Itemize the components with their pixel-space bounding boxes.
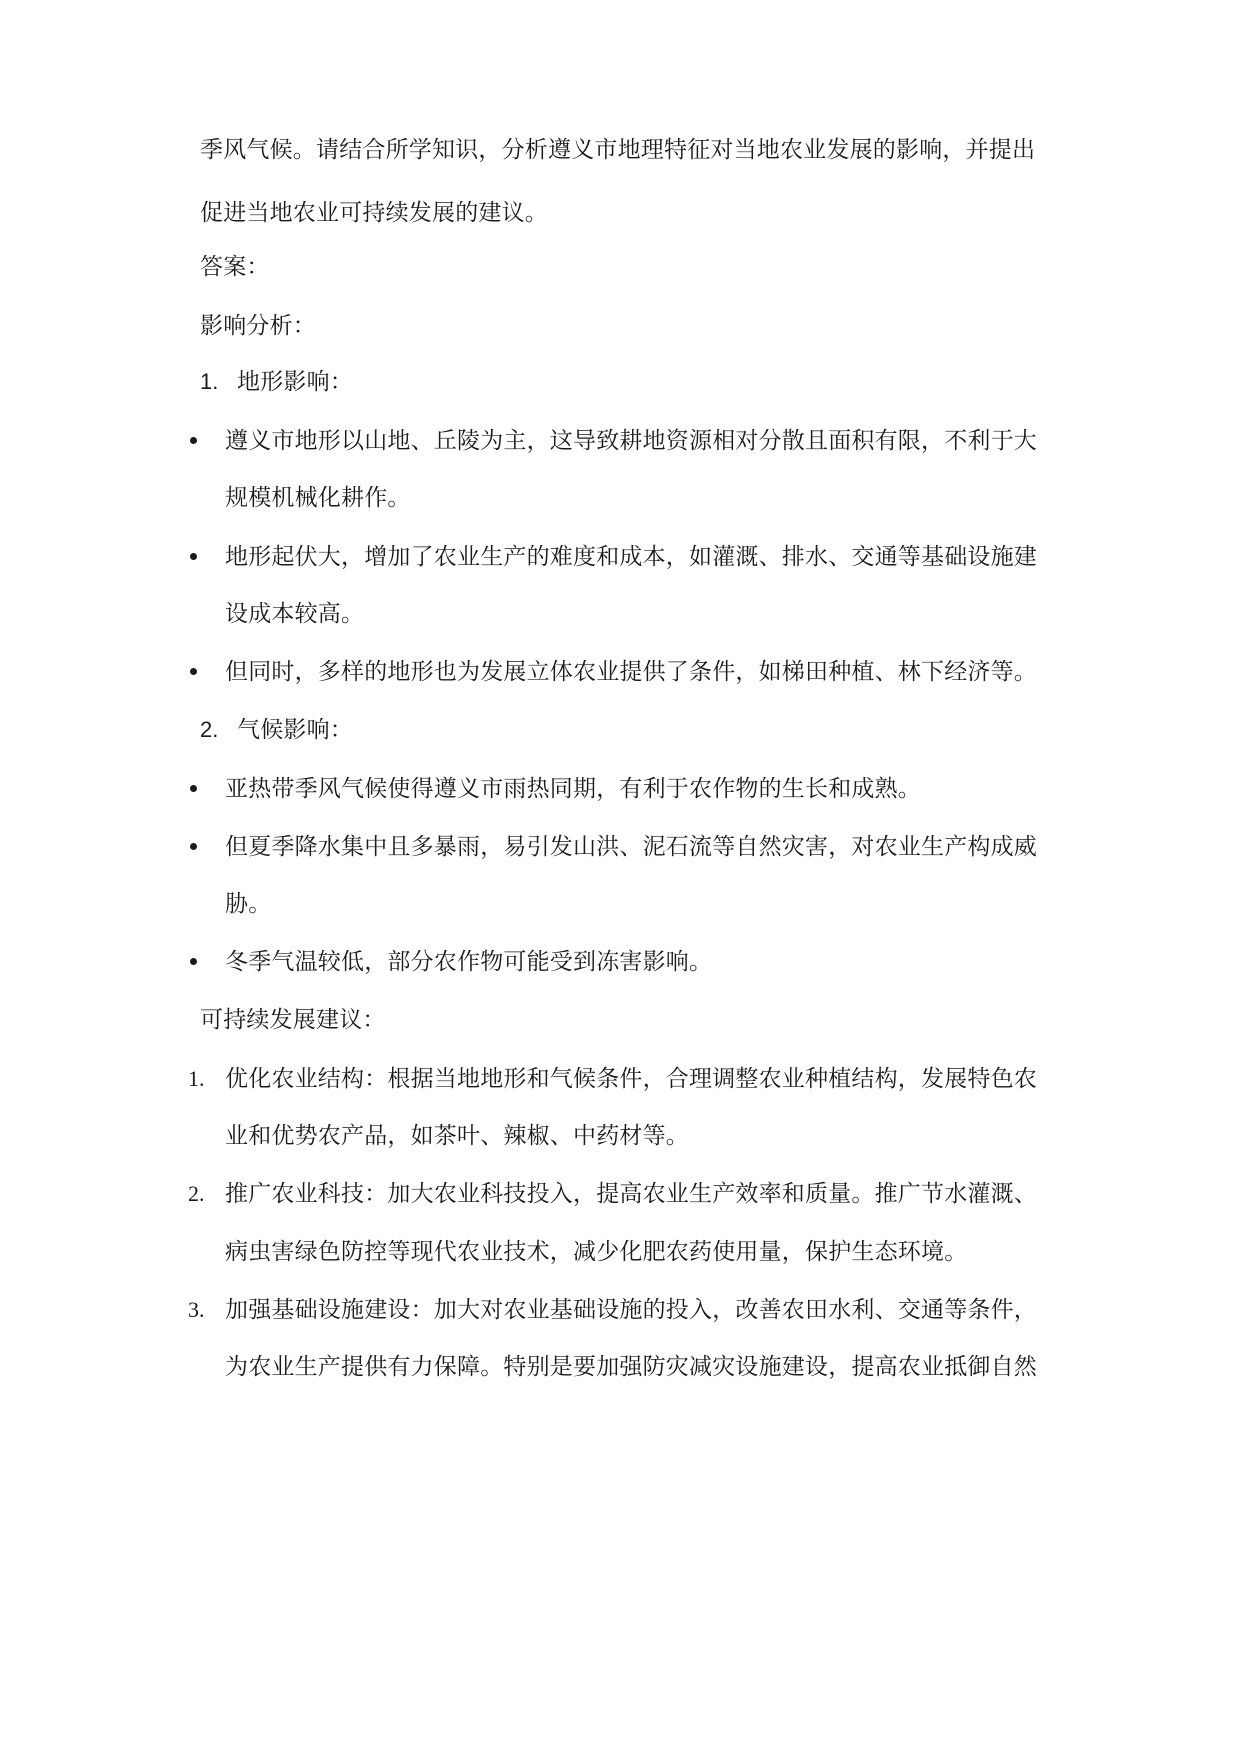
impact-heading: 影响分析：: [200, 313, 316, 339]
terrain-point-1: 遵义市地形以山地、丘陵为主，这导致耕地资源相对分散且面积有限，不利于大: [225, 428, 1037, 454]
question-line-1: 季风气候。请结合所学知识，分析遵义市地理特征对当地农业发展的影响，并提出: [200, 137, 1036, 163]
terrain-point-2-cont: 设成本较高。: [225, 601, 365, 627]
bullet-icon: [190, 668, 197, 675]
suggestion-3-number: 3.: [188, 1297, 205, 1322]
climate-point-1: 亚热带季风气候使得遵义市雨热同期，有利于农作物的生长和成熟。: [225, 776, 921, 802]
terrain-point-2: 地形起伏大，增加了农业生产的难度和成本，如灌溉、排水、交通等基础设施建: [225, 544, 1037, 570]
suggestion-1: 优化农业结构：根据当地地形和气候条件，合理调整农业种植结构，发展特色农: [225, 1066, 1037, 1092]
bullet-icon: [190, 843, 197, 850]
answer-label: 答案：: [200, 254, 270, 280]
suggestion-2-cont: 病虫害绿色防控等现代农业技术，减少化肥农药使用量，保护生态环境。: [225, 1239, 968, 1265]
climate-point-2: 但夏季降水集中且多暴雨，易引发山洪、泥石流等自然灾害，对农业生产构成威: [225, 834, 1037, 860]
terrain-point-3: 但同时，多样的地形也为发展立体农业提供了条件，如梯田种植、林下经济等。: [225, 659, 1037, 685]
bullet-icon: [190, 785, 197, 792]
suggestion-3: 加强基础设施建设：加大对农业基础设施的投入，改善农田水利、交通等条件，: [225, 1297, 1037, 1323]
bullet-icon: [190, 958, 197, 965]
suggestion-1-cont: 业和优势农产品，如茶叶、辣椒、中药材等。: [225, 1123, 689, 1149]
suggestion-2: 推广农业科技：加大农业科技投入，提高农业生产效率和质量。推广节水灌溉、: [225, 1181, 1037, 1207]
suggestion-3-cont: 为农业生产提供有力保障。特别是要加强防灾减灾设施建设，提高农业抵御自然: [225, 1354, 1037, 1380]
bullet-icon: [190, 553, 197, 560]
section-1-number: 1.: [200, 369, 219, 394]
suggestion-heading: 可持续发展建议：: [200, 1007, 386, 1033]
terrain-point-1-cont: 规模机械化耕作。: [225, 485, 411, 511]
section-2-title: 气候影响：: [237, 717, 353, 743]
section-2-number: 2.: [200, 717, 219, 742]
climate-point-3: 冬季气温较低，部分农作物可能受到冻害影响。: [225, 949, 713, 975]
question-line-2: 促进当地农业可持续发展的建议。: [200, 200, 548, 226]
suggestion-1-number: 1.: [188, 1066, 205, 1091]
bullet-icon: [190, 437, 197, 444]
section-1-title: 地形影响：: [237, 369, 353, 395]
climate-point-2-cont: 胁。: [225, 891, 272, 917]
suggestion-2-number: 2.: [188, 1181, 205, 1206]
